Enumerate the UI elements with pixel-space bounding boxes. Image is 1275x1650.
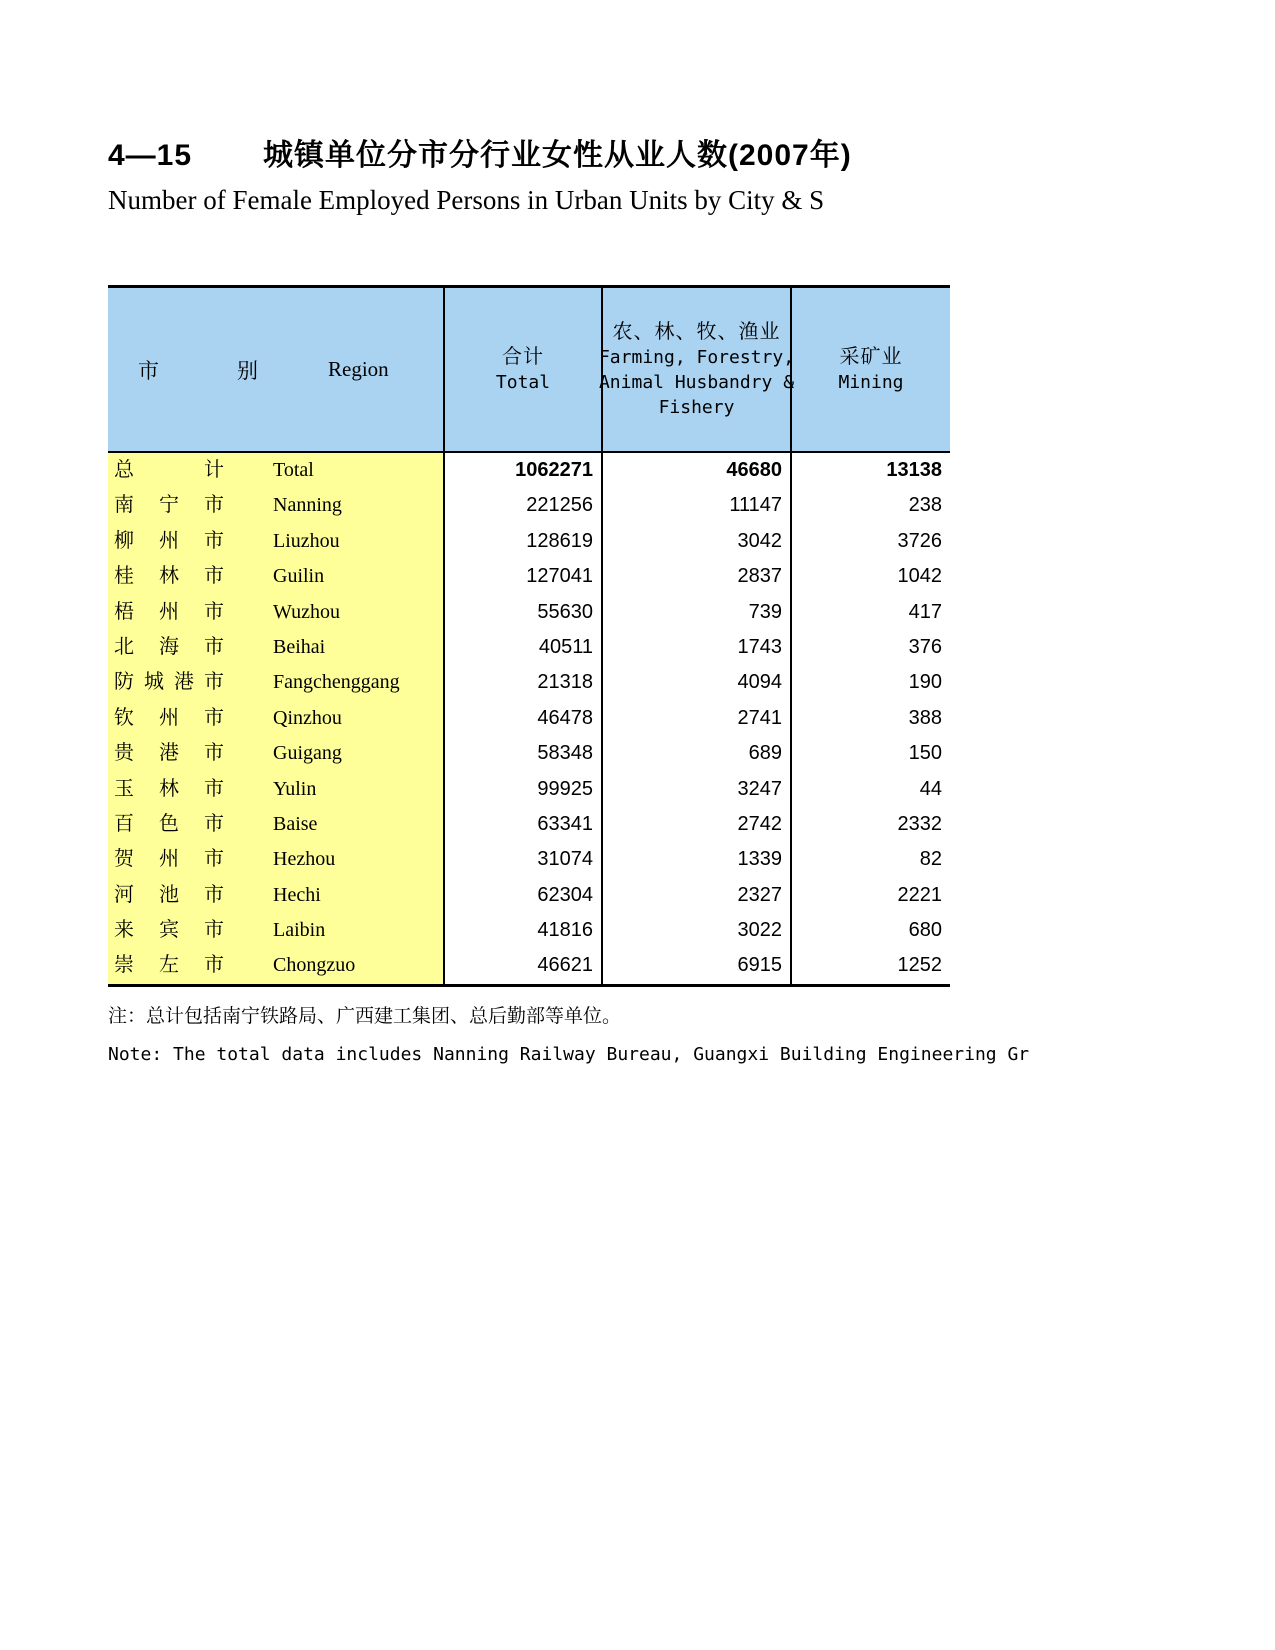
header-total-label-en: Total <box>495 372 551 393</box>
value-mining: 150 <box>790 736 950 771</box>
value-mining: 3726 <box>790 524 950 559</box>
region-name-zh: 百 色 市 <box>114 812 224 835</box>
value-mining: 376 <box>790 630 950 665</box>
table-row <box>108 736 950 771</box>
value-farming: 2837 <box>601 559 790 594</box>
value-mining: 1042 <box>790 559 950 594</box>
value-farming: 739 <box>601 595 790 630</box>
header-farming-label-en-1: Farming, Forestry, <box>598 347 795 368</box>
region-name-zh: 玉 林 市 <box>114 777 224 800</box>
region-name-zh: 防 城 港 市 <box>114 671 224 694</box>
table-row <box>108 665 950 700</box>
region-cell <box>108 913 443 948</box>
region-cell <box>108 878 443 913</box>
table-row <box>108 701 950 736</box>
region-name-zh: 柳 州 市 <box>114 529 224 552</box>
region-name-zh: 崇 左 市 <box>114 954 224 977</box>
value-total: 127041 <box>443 559 601 594</box>
value-mining: 2221 <box>790 878 950 913</box>
table-row <box>108 948 950 983</box>
region-name-en: Chongzuo <box>273 954 356 977</box>
value-farming: 6915 <box>601 948 790 983</box>
page-header <box>108 135 950 219</box>
region-cell <box>108 595 443 630</box>
value-farming: 2741 <box>601 701 790 736</box>
header-region-label-zh: 市 别 <box>138 359 258 383</box>
value-farming: 2742 <box>601 807 790 842</box>
value-total: 128619 <box>443 524 601 559</box>
region-name-en: Guilin <box>273 565 325 588</box>
header-farming-label-en-3: Fishery <box>658 397 735 418</box>
value-total: 62304 <box>443 878 601 913</box>
note-english: Note: The total data includes Nanning Railway Bureau, Guangxi Building Engineering Gr <box>108 1043 1030 1065</box>
value-farming: 3247 <box>601 772 790 807</box>
region-name-zh: 北 海 市 <box>114 635 224 658</box>
region-cell <box>108 807 443 842</box>
region-cell <box>108 842 443 877</box>
table-row <box>108 913 950 948</box>
region-name-zh: 贺 州 市 <box>114 848 224 871</box>
value-mining: 1252 <box>790 948 950 983</box>
region-name-en: Hechi <box>273 883 321 906</box>
value-farming: 46680 <box>601 453 790 488</box>
table-number: 4—15 <box>108 139 193 172</box>
table-body <box>108 453 950 984</box>
region-name-zh: 总 计 <box>114 459 224 481</box>
table-row <box>108 878 950 913</box>
value-total: 41816 <box>443 913 601 948</box>
value-total: 46478 <box>443 701 601 736</box>
value-total: 63341 <box>443 807 601 842</box>
table-row <box>108 842 950 877</box>
region-cell <box>108 453 443 488</box>
region-name-zh: 梧 州 市 <box>114 600 224 623</box>
table-row <box>108 559 950 594</box>
value-mining: 680 <box>790 913 950 948</box>
region-name-zh: 贵 港 市 <box>114 742 224 765</box>
statistics-table <box>108 285 950 987</box>
table-row <box>108 595 950 630</box>
region-cell <box>108 736 443 771</box>
value-mining: 82 <box>790 842 950 877</box>
value-total: 55630 <box>443 595 601 630</box>
value-mining: 190 <box>790 665 950 700</box>
value-total: 21318 <box>443 665 601 700</box>
table-row <box>108 488 950 523</box>
value-total: 58348 <box>443 736 601 771</box>
header-mining-label-en: Mining <box>838 372 904 393</box>
region-cell <box>108 948 443 983</box>
value-farming: 689 <box>601 736 790 771</box>
header-region-label-en: Region <box>328 357 389 381</box>
value-total: 1062271 <box>443 453 601 488</box>
header-total-label-zh: 合计 <box>502 346 544 368</box>
region-cell <box>108 665 443 700</box>
region-name-en: Yulin <box>273 777 317 800</box>
page-title-chinese: 城镇单位分市分行业女性从业人数(2007年) <box>263 139 852 172</box>
table-row <box>108 630 950 665</box>
header-mining-label-zh: 采矿业 <box>839 346 903 368</box>
value-total: 40511 <box>443 630 601 665</box>
region-cell <box>108 630 443 665</box>
value-farming: 11147 <box>601 488 790 523</box>
table-row <box>108 524 950 559</box>
value-farming: 4094 <box>601 665 790 700</box>
value-total: 31074 <box>443 842 601 877</box>
value-mining: 388 <box>790 701 950 736</box>
header-cell-region <box>108 288 443 451</box>
region-name-en: Guigang <box>273 742 342 765</box>
note-chinese: 注：总计包括南宁铁路局、广西建工集团、总后勤部等单位。 <box>108 1005 622 1027</box>
region-cell <box>108 772 443 807</box>
region-name-en: Baise <box>273 812 318 835</box>
region-name-en: Beihai <box>273 635 326 658</box>
value-mining: 13138 <box>790 453 950 488</box>
region-name-en: Hezhou <box>273 848 336 871</box>
region-name-en: Fangchenggang <box>273 671 400 694</box>
region-cell <box>108 524 443 559</box>
region-name-en: Qinzhou <box>273 706 342 729</box>
table-header-row <box>108 288 950 453</box>
value-total: 46621 <box>443 948 601 983</box>
region-name-zh: 钦 州 市 <box>114 706 224 729</box>
header-cell-farming <box>598 288 795 451</box>
region-cell <box>108 559 443 594</box>
header-cell-total <box>443 288 601 451</box>
title-line <box>108 135 950 177</box>
value-farming: 1743 <box>601 630 790 665</box>
value-mining: 417 <box>790 595 950 630</box>
page-title-english: Number of Female Employed Persons in Urban Units by City & S <box>108 185 825 215</box>
region-name-zh: 南 宁 市 <box>114 494 224 517</box>
value-total: 221256 <box>443 488 601 523</box>
table-row <box>108 453 950 488</box>
region-name-en: Liuzhou <box>273 529 340 552</box>
value-mining: 2332 <box>790 807 950 842</box>
value-farming: 2327 <box>601 878 790 913</box>
region-name-en: Nanning <box>273 494 342 517</box>
value-total: 99925 <box>443 772 601 807</box>
header-farming-label-zh: 农、林、牧、渔业 <box>612 321 781 343</box>
table-row <box>108 772 950 807</box>
region-name-zh: 来 宾 市 <box>114 919 224 942</box>
value-mining: 238 <box>790 488 950 523</box>
region-cell <box>108 701 443 736</box>
value-farming: 1339 <box>601 842 790 877</box>
value-farming: 3022 <box>601 913 790 948</box>
region-name-en: Laibin <box>273 919 326 942</box>
table-row <box>108 807 950 842</box>
value-farming: 3042 <box>601 524 790 559</box>
region-name-zh: 桂 林 市 <box>114 565 224 588</box>
header-cell-mining <box>790 288 950 451</box>
region-cell <box>108 488 443 523</box>
region-name-en: Wuzhou <box>273 600 340 623</box>
value-mining: 44 <box>790 772 950 807</box>
header-farming-label-en-2: Animal Husbandry & <box>598 372 795 393</box>
page-content <box>108 0 1030 1069</box>
region-name-en: Total <box>273 459 314 481</box>
region-name-zh: 河 池 市 <box>114 883 224 906</box>
